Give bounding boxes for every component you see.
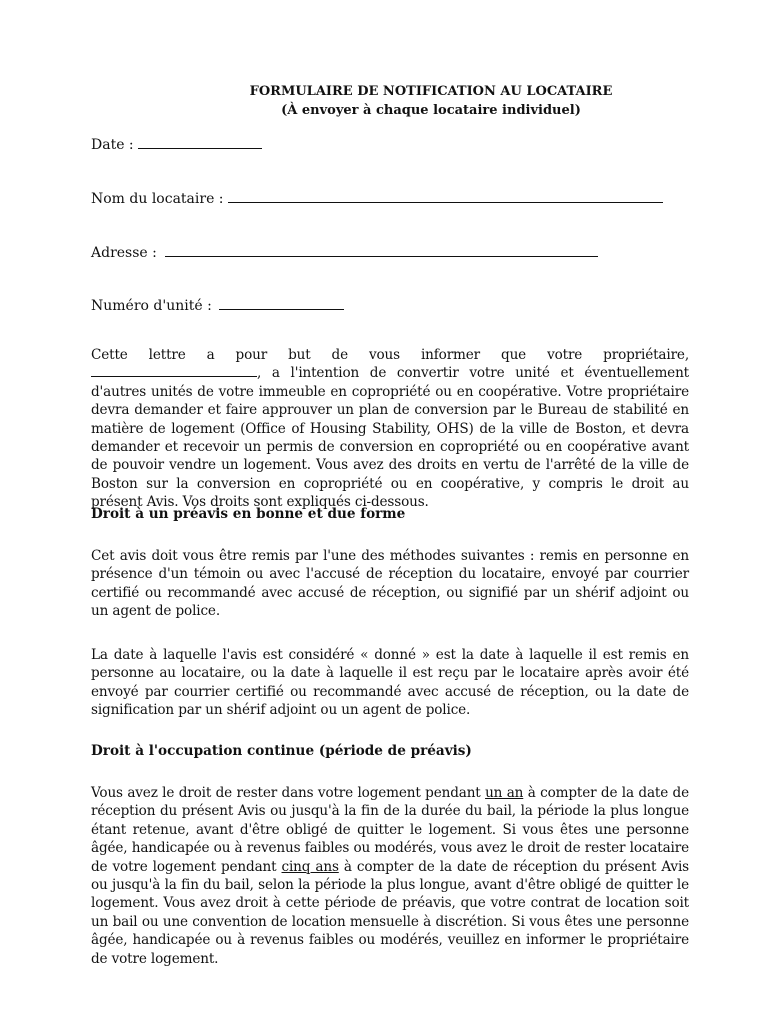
date-label: Date : bbox=[91, 137, 134, 153]
section-heading-occupancy: Droit à l'occupation continue (période de préavis) bbox=[91, 743, 472, 759]
address-blank[interactable] bbox=[165, 244, 598, 257]
notice-methods-paragraph: Cet avis doit vous être remis par l'une des méthodes suivantes : remis en personne en présence d'un témoin ou avec l'accusé de réception du locataire, envoyé par courrier certifié ou recommandé avec accusé de réception, ou signifié par un shérif adjoint ou un agent de police. bbox=[91, 548, 689, 620]
notice-date-paragraph: La date à laquelle l'avis est considéré « donné » est la date à laquelle il est remis en personne au locataire, ou la date à laquelle il est reçu par le locataire après avoir été envoyé par courrier certifié ou recommandé avec accusé de réception, ou la date de signification par un shérif adjoint ou un agent de police. bbox=[91, 647, 689, 719]
tenant-name-blank[interactable] bbox=[228, 190, 663, 203]
unit-number-blank[interactable] bbox=[219, 297, 344, 310]
occupancy-text-a: Vous avez le droit de rester dans votre logement pendant bbox=[91, 785, 486, 801]
one-year-underlined: un an bbox=[485, 785, 524, 801]
unit-number-field bbox=[91, 297, 344, 314]
address-label: Adresse : bbox=[91, 245, 157, 261]
unit-number-label: Numéro d'unité : bbox=[91, 298, 212, 314]
occupancy-text-c: à compter de la date de réception du présent Avis ou jusqu'à la fin du bail, selon la période la plus longue, avant d'être obligé de quitter le logement. Vous avez droit à cette période de préavis, que votre contrat de location soit un bail ou une convention de location mensuelle à discrétion. Si vous êtes une personne âgée, handicapée ou à revenus faibles ou modérés, veuillez en informer le propriétaire de votre logement. bbox=[91, 858, 689, 967]
section-heading-notice: Droit à un préavis en bonne et due forme bbox=[91, 506, 406, 522]
occupancy-text-b: à compter de la date de réception du présent Avis ou jusqu'à la fin de la durée du bail, la période la plus longue étant retenue, avant d'être obligé de quitter le logement. Si vous êtes une personne âgée, handicapée ou à revenus faibles ou modérés, vous avez le droit de rester locataire de votre logement pendant bbox=[91, 785, 689, 875]
date-blank[interactable] bbox=[138, 136, 262, 149]
five-years-underlined: cinq ans bbox=[281, 858, 339, 875]
landlord-name-blank[interactable] bbox=[91, 364, 257, 377]
tenant-name-label: Nom du locataire : bbox=[91, 191, 224, 207]
intro-text-start: Cette lettre a pour but de vous informer que votre propriétaire, bbox=[91, 347, 689, 363]
date-field bbox=[91, 136, 262, 153]
intro-paragraph bbox=[91, 346, 689, 512]
occupancy-paragraph bbox=[91, 784, 689, 968]
address-field bbox=[91, 244, 598, 261]
intro-text-end: , a l'intention de convertir votre unité et éventuellement d'autres unités de votre immeuble en copropriété ou en coopérative. Votre propriétaire devra demander et faire approuver un plan de conversion par le Bureau de stabilité en matière de logement (Office of Housing Stability, OHS) de la ville de Boston, et devra demander et recevoir un permis de conversion en copropriété ou en coopérative avant de pouvoir vendre un logement. Vous avez des droits en vertu de l'arrêté de la ville de Boston sur la conversion en copropriété ou en coopérative, y compris le droit au présent Avis. Vos droits sont expliqués ci-dessous. bbox=[91, 365, 689, 511]
form-title bbox=[91, 82, 770, 120]
title-line-2: (À envoyer à chaque locataire individuel) bbox=[281, 103, 581, 118]
title-line-1: FORMULAIRE DE NOTIFICATION AU LOCATAIRE bbox=[249, 84, 613, 99]
tenant-name-field bbox=[91, 190, 663, 207]
